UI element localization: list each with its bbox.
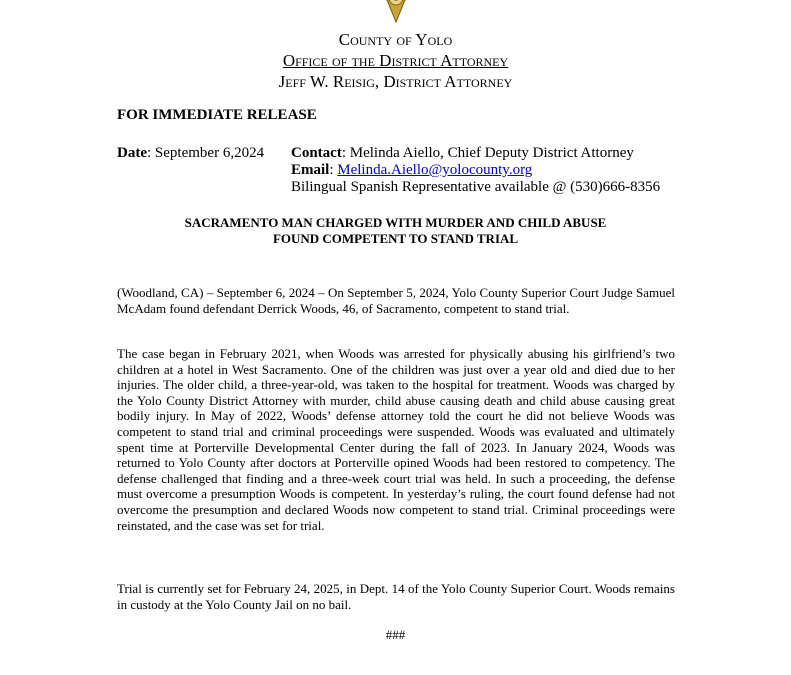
paragraph-case-background: The case began in February 2021, when Woods was arrested for physically abusing his girlfriend’s two children at a hotel in West Sacramento. One of the children was just over a year old and died due to her injuries. The older child, a three-year-old, was taken to the hospital for treatment. Woods was charged by the Yolo County District Attorney with murder, child abuse causing death and child abuse causing great bodily injury. In May of 2022, Woods’ defense attorney told the court he did not believe Woods was competent to stand trial and criminal proceedings were suspended. Woods was evaluated and ultimately spent time at Porterville Developmental Center during the fall of 2023. In January 2024, Woods was returned to Yolo County after doctors at Porterville opined Woods had been restored to competency. The defense challenged that finding and a three-week court trial was held. In such a proceeding, the defense must overcome a presumption Woods is competent. In yesterday’s ruling, the court found defense had not overcome the presumption and declared Woods now competent to stand trial. Criminal proceedings were reinstated, and the case was set for trial. bbox=[117, 346, 675, 533]
title-line-2: FOUND COMPETENT TO STAND TRIAL bbox=[272, 231, 519, 246]
county-name: County of Yolo bbox=[338, 30, 453, 49]
date-value: : September 6,2024 bbox=[147, 145, 265, 161]
title-line-1: SACRAMENTO MAN CHARGED WITH MURDER AND CHILD ABUSE bbox=[184, 215, 607, 230]
email-label: Email bbox=[291, 162, 330, 178]
date-label: Date bbox=[117, 145, 147, 161]
office-name: Office of the District Attorney bbox=[282, 51, 509, 70]
press-release-title bbox=[0, 215, 791, 247]
contact-value: : Melinda Aiello, Chief Deputy District Attorney bbox=[341, 145, 634, 161]
email-line bbox=[291, 162, 660, 179]
district-attorney-name: Jeff W. Reisig, District Attorney bbox=[278, 72, 513, 91]
spanish-representative-line: Bilingual Spanish Representative available @ (530)666-8356 bbox=[291, 179, 661, 195]
paragraph-intro: (Woodland, CA) – September 6, 2024 – On September 5, 2024, Yolo County Superior Court Judge Samuel McAdam found defendant Derrick Woods, 46, of Sacramento, competent to stand trial. bbox=[117, 285, 675, 316]
release-heading: FOR IMMEDIATE RELEASE bbox=[117, 107, 317, 123]
district-attorney-star-badge-icon bbox=[361, 0, 431, 24]
email-link[interactable]: Melinda.Aiello@yolocounty.org bbox=[337, 162, 533, 178]
end-marker: ### bbox=[385, 627, 406, 642]
contact-label: Contact bbox=[291, 145, 342, 161]
paragraph-trial-date: Trial is currently set for February 24, 2025, in Dept. 14 of the Yolo County Superior Court. Woods remains in custody at the Yolo County Jail on no bail. bbox=[117, 581, 675, 612]
contact-block bbox=[291, 145, 660, 196]
contact-line bbox=[291, 145, 660, 162]
email-separator: : bbox=[329, 162, 338, 178]
release-date bbox=[117, 145, 264, 162]
